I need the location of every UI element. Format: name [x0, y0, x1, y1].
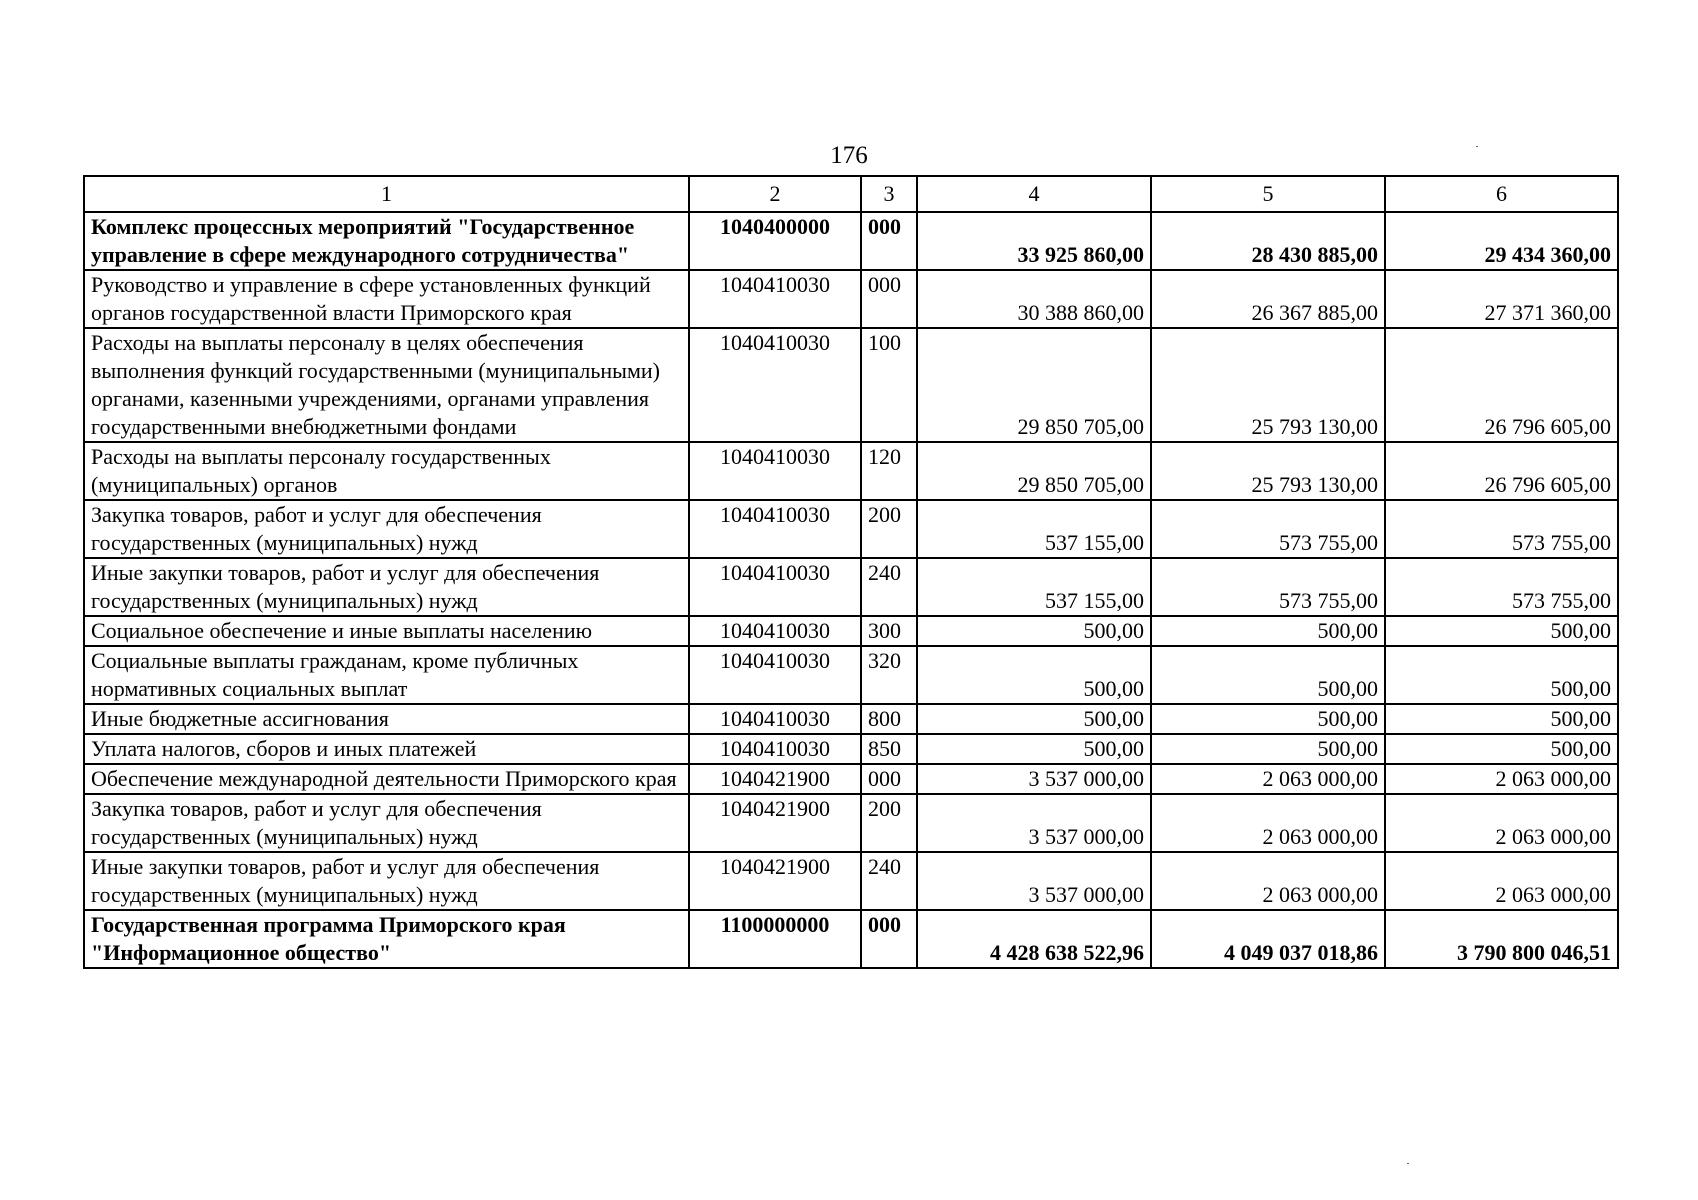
row-expense-type: 240 — [861, 558, 917, 616]
column-header-5: 5 — [1151, 176, 1385, 212]
row-expense-type: 300 — [861, 616, 917, 646]
row-value-col4: 30 388 860,00 — [917, 270, 1151, 328]
scan-speck — [1407, 1163, 1409, 1164]
row-code: 1040410030 — [689, 646, 861, 704]
row-value-col6: 27 371 360,00 — [1385, 270, 1618, 328]
row-code: 1040421900 — [689, 764, 861, 794]
table-body — [84, 212, 1618, 968]
row-name: Закупка товаров, работ и услуг для обеспечения государственных (муниципальных) нужд — [84, 794, 689, 852]
row-expense-type: 200 — [861, 500, 917, 558]
table-row — [84, 212, 1618, 270]
row-name: Социальные выплаты гражданам, кроме публичных нормативных социальных выплат — [84, 646, 689, 704]
budget-table — [83, 175, 1619, 969]
row-value-col5: 2 063 000,00 — [1151, 764, 1385, 794]
row-value-col6: 573 755,00 — [1385, 500, 1618, 558]
row-value-col4: 537 155,00 — [917, 558, 1151, 616]
header-row — [84, 176, 1618, 212]
row-value-col5: 25 793 130,00 — [1151, 442, 1385, 500]
row-value-col6: 26 796 605,00 — [1385, 328, 1618, 442]
row-value-col4: 537 155,00 — [917, 500, 1151, 558]
row-name: Уплата налогов, сборов и иных платежей — [84, 734, 689, 764]
table-row — [84, 558, 1618, 616]
table-row — [84, 764, 1618, 794]
row-value-col6: 29 434 360,00 — [1385, 212, 1618, 270]
row-value-col5: 2 063 000,00 — [1151, 852, 1385, 910]
row-expense-type: 320 — [861, 646, 917, 704]
row-name: Комплекс процессных мероприятий "Государственное управление в сфере международного сотрудничества" — [84, 212, 689, 270]
row-value-col4: 3 537 000,00 — [917, 794, 1151, 852]
row-expense-type: 000 — [861, 764, 917, 794]
row-code: 1040410030 — [689, 442, 861, 500]
table-row — [84, 500, 1618, 558]
row-code: 1100000000 — [689, 910, 861, 968]
page-number: 176 — [830, 142, 868, 169]
row-value-col6: 500,00 — [1385, 646, 1618, 704]
row-value-col4: 500,00 — [917, 704, 1151, 734]
row-value-col6: 500,00 — [1385, 616, 1618, 646]
table-row — [84, 704, 1618, 734]
row-value-col4: 4 428 638 522,96 — [917, 910, 1151, 968]
row-value-col6: 500,00 — [1385, 704, 1618, 734]
row-value-col5: 500,00 — [1151, 704, 1385, 734]
row-expense-type: 850 — [861, 734, 917, 764]
row-value-col6: 500,00 — [1385, 734, 1618, 764]
row-expense-type: 120 — [861, 442, 917, 500]
row-name: Социальное обеспечение и иные выплаты населению — [84, 616, 689, 646]
row-value-col4: 3 537 000,00 — [917, 852, 1151, 910]
row-value-col5: 500,00 — [1151, 616, 1385, 646]
row-code: 1040421900 — [689, 794, 861, 852]
table-row — [84, 270, 1618, 328]
row-value-col6: 2 063 000,00 — [1385, 794, 1618, 852]
row-value-col5: 500,00 — [1151, 646, 1385, 704]
column-header-2: 2 — [689, 176, 861, 212]
row-code: 1040410030 — [689, 704, 861, 734]
row-value-col5: 500,00 — [1151, 734, 1385, 764]
row-code: 1040410030 — [689, 500, 861, 558]
row-code: 1040410030 — [689, 270, 861, 328]
table-row — [84, 442, 1618, 500]
row-value-col5: 28 430 885,00 — [1151, 212, 1385, 270]
row-expense-type: 000 — [861, 910, 917, 968]
row-value-col4: 29 850 705,00 — [917, 442, 1151, 500]
row-value-col5: 25 793 130,00 — [1151, 328, 1385, 442]
table-row — [84, 646, 1618, 704]
row-code: 1040410030 — [689, 328, 861, 442]
table-row — [84, 794, 1618, 852]
table-row — [84, 616, 1618, 646]
row-expense-type: 200 — [861, 794, 917, 852]
row-expense-type: 800 — [861, 704, 917, 734]
column-header-4: 4 — [917, 176, 1151, 212]
row-value-col5: 573 755,00 — [1151, 500, 1385, 558]
row-value-col5: 2 063 000,00 — [1151, 794, 1385, 852]
row-value-col6: 3 790 800 046,51 — [1385, 910, 1618, 968]
row-name: Иные закупки товаров, работ и услуг для обеспечения государственных (муниципальных) нужд — [84, 852, 689, 910]
column-header-3: 3 — [861, 176, 917, 212]
row-value-col4: 29 850 705,00 — [917, 328, 1151, 442]
row-value-col5: 26 367 885,00 — [1151, 270, 1385, 328]
row-code: 1040410030 — [689, 734, 861, 764]
row-code: 1040421900 — [689, 852, 861, 910]
table-row — [84, 734, 1618, 764]
row-value-col5: 4 049 037 018,86 — [1151, 910, 1385, 968]
row-value-col4: 500,00 — [917, 646, 1151, 704]
column-header-6: 6 — [1385, 176, 1618, 212]
table-row — [84, 910, 1618, 968]
row-name: Обеспечение международной деятельности Приморского края — [84, 764, 689, 794]
row-name: Иные закупки товаров, работ и услуг для обеспечения государственных (муниципальных) нужд — [84, 558, 689, 616]
row-value-col6: 573 755,00 — [1385, 558, 1618, 616]
row-value-col5: 573 755,00 — [1151, 558, 1385, 616]
row-name: Иные бюджетные ассигнования — [84, 704, 689, 734]
row-code: 1040400000 — [689, 212, 861, 270]
row-name: Расходы на выплаты персоналу государственных (муниципальных) органов — [84, 442, 689, 500]
row-name: Руководство и управление в сфере установленных функций органов государственной власти Приморского края — [84, 270, 689, 328]
row-expense-type: 000 — [861, 270, 917, 328]
table-row — [84, 852, 1618, 910]
row-name: Государственная программа Приморского края "Информационное общество" — [84, 910, 689, 968]
row-expense-type: 240 — [861, 852, 917, 910]
row-value-col4: 500,00 — [917, 734, 1151, 764]
column-header-1: 1 — [84, 176, 689, 212]
row-expense-type: 000 — [861, 212, 917, 270]
row-value-col4: 33 925 860,00 — [917, 212, 1151, 270]
row-name: Закупка товаров, работ и услуг для обеспечения государственных (муниципальных) нужд — [84, 500, 689, 558]
row-value-col6: 26 796 605,00 — [1385, 442, 1618, 500]
row-expense-type: 100 — [861, 328, 917, 442]
row-code: 1040410030 — [689, 616, 861, 646]
table-row — [84, 328, 1618, 442]
row-value-col6: 2 063 000,00 — [1385, 852, 1618, 910]
row-value-col4: 3 537 000,00 — [917, 764, 1151, 794]
row-code: 1040410030 — [689, 558, 861, 616]
row-value-col4: 500,00 — [917, 616, 1151, 646]
scan-speck — [1476, 146, 1478, 147]
row-value-col6: 2 063 000,00 — [1385, 764, 1618, 794]
row-name: Расходы на выплаты персоналу в целях обеспечения выполнения функций государственными (муниципальными) органами, казенными учреждениями, органами управления государственными внебюджетными фондами — [84, 328, 689, 442]
